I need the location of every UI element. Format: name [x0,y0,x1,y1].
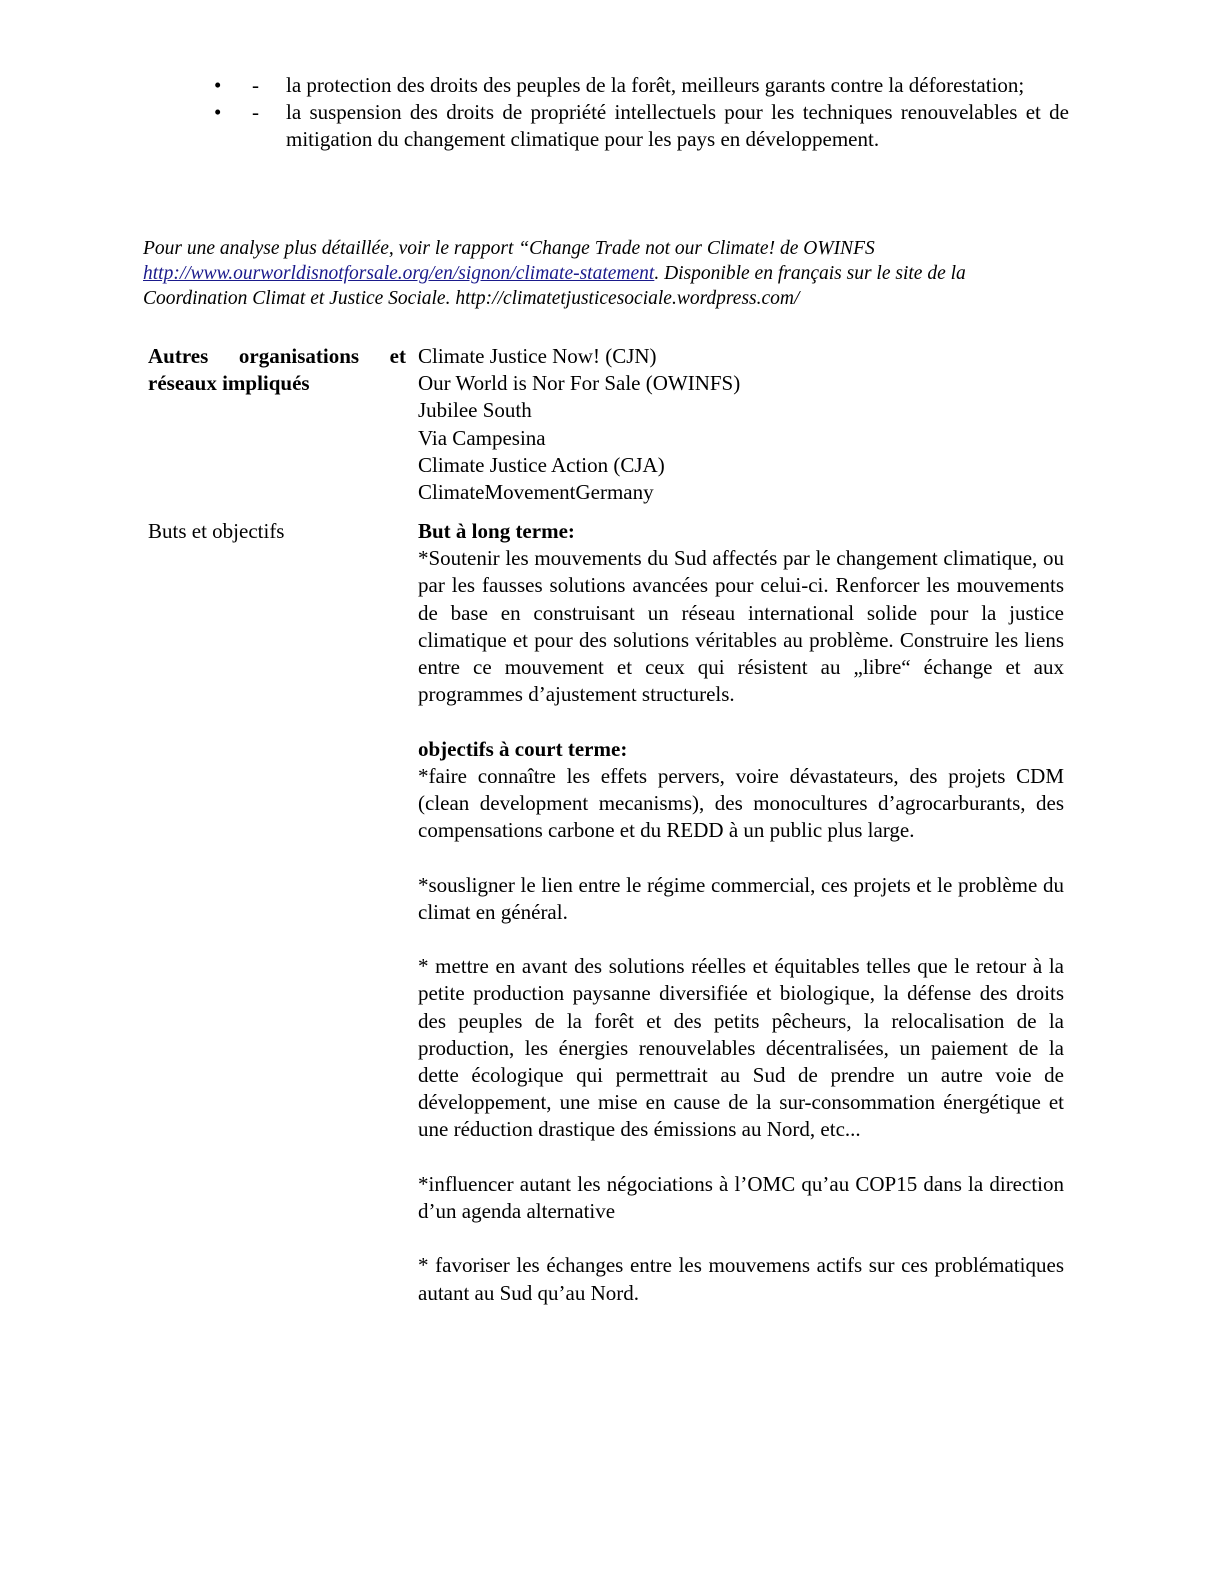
short-term-item: * mettre en avant des solutions réelles et équitables telles que le retour à la petite production paysanne diversifiée et biologique, la défense des droits des peuples de la forêt et des petits pêcheurs, la relocalisation de la production, les énergies renouvelables décentralisées, un paiement de la dette écologique qui permettrait au Sud de prendre un autre voie de développement, une mise en cause de la sur-consommation énergétique et une réduction drastique des émissions au Nord, etc... [418,954,1064,1142]
bullet-list [210,72,1070,154]
goals-row [148,518,1064,1334]
orgs-row [148,343,1064,506]
orgs-list [418,343,1064,506]
analysis-note [143,236,1073,311]
bullet-item [210,99,1070,153]
short-term-item: *faire connaître les effets pervers, voire dévastateurs, des projets CDM (clean development mecanisms), des monocultures d’agrocarburants, des compensations carbone et du REDD à un public plus large. [418,763,1064,843]
org-item: Our World is Nor For Sale (OWINFS) [418,371,741,396]
org-item: ClimateMovementGermany [418,480,654,505]
orgs-label: Autres organisations et réseaux impliqués [148,344,406,396]
org-item: Climate Justice Action (CJA) [418,452,665,477]
bullet-dash: - [252,73,259,97]
short-term-item: * favoriser les échanges entre les mouvemens actifs sur ces problématiques autant au Sud qu’au Nord. [418,1253,1064,1305]
org-item: Via Campesina [418,425,546,450]
bullet-dash: - [252,100,259,125]
bullet-marker: • [214,100,222,125]
short-term-item: *sousligner le lien entre le régime commercial, ces projets et le problème du climat en général. [418,872,1064,924]
goals-label: Buts et objectifs [148,519,285,543]
goals-content [418,518,1064,1334]
org-item: Jubilee South [418,398,532,423]
long-term-title: But à long terme: [418,519,575,543]
bullet-text: la protection des droits des peuples de la forêt, meilleurs garants contre la déforestation; [286,73,1025,97]
long-term-text: *Soutenir les mouvements du Sud affectés par le changement climatique, ou par les fausses solutions avancées pour celui-ci. Renforcer les mouvements de base en construisant un réseau international solide pour la justice climatique et pour des solutions véritables au problème. Construire les liens entre ce mouvement et ceux qui résistent au „libre“ échange et aux programmes d’ajustement structurels. [418,546,1064,707]
org-item: Climate Justice Now! (CJN) [418,344,657,368]
bullet-item [210,72,1070,99]
short-term-item: *influencer autant les négociations à l’OMC qu’au COP15 dans la direction d’un agenda alternative [418,1171,1064,1224]
bullet-text: la suspension des droits de propriété intellectuels pour les techniques renouvelables et de mitigation du changement climatique pour les pays en développement. [286,100,1069,152]
note-intro: Pour une analyse plus détaillée, voir le rapport “Change Trade not our Climate! de OWINFS [143,238,875,259]
short-term-title: objectifs à court terme: [418,736,628,761]
owinfs-link[interactable]: http://www.ourworldisnotforsale.org/en/signon/climate-statement [143,263,655,284]
note-rest: . Disponible en français sur le site de la Coordination Climat et Justice Sociale. http://climatetjusticesociale.wordpress.com/ [143,263,966,309]
bullet-marker: • [214,73,222,97]
